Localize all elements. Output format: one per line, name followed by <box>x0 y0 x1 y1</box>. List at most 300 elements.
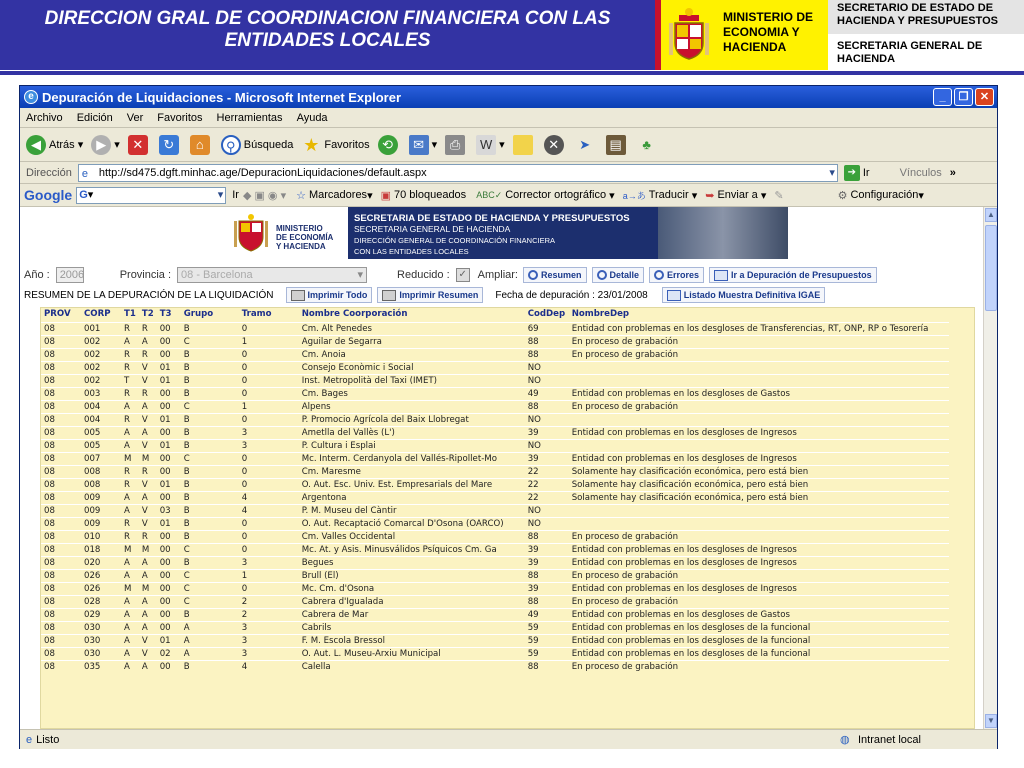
table-cell: En proceso de grabación <box>569 530 949 543</box>
table-cell: 002 <box>81 361 121 374</box>
links-label[interactable]: Vínculos <box>899 166 942 179</box>
table-cell: P. Promocio Agrícola del Baix Llobregat <box>299 413 525 426</box>
table-row <box>41 478 949 491</box>
table-cell: A <box>181 634 239 647</box>
send-dropdown-icon[interactable]: ▾ <box>757 189 767 202</box>
province-label: Provincia : <box>119 269 172 281</box>
table-cell: Solamente hay clasificación económica, pero está bien <box>569 491 949 504</box>
settings-dropdown-icon[interactable]: ▾ <box>918 189 924 202</box>
table-cell: A <box>139 621 157 634</box>
menu-edicion[interactable]: Edición <box>76 111 113 124</box>
table-cell: 028 <box>81 595 121 608</box>
table-cell: A <box>181 621 239 634</box>
table-cell: A <box>121 335 139 348</box>
table-cell: 0 <box>239 465 299 478</box>
bookmarks-dropdown-icon[interactable]: ▾ <box>367 189 373 202</box>
table-cell: B <box>181 348 239 361</box>
table-cell: 00 <box>157 348 181 361</box>
province-dropdown-icon[interactable]: ▾ <box>357 269 364 281</box>
sample-list-label: Listado Muestra Definitiva IGAE <box>683 290 821 300</box>
printer-icon <box>382 290 396 301</box>
errors-button-label: Errores <box>667 270 700 280</box>
table-cell: 08 <box>41 608 81 621</box>
page-icon: e <box>81 167 88 180</box>
search-button[interactable] <box>221 135 294 155</box>
table-row <box>41 348 949 361</box>
table-cell: B <box>181 530 239 543</box>
table-cell: 008 <box>81 478 121 491</box>
table-cell: 00 <box>157 660 181 673</box>
menu-ayuda[interactable]: Ayuda <box>296 111 328 124</box>
table-cell: 00 <box>157 556 181 569</box>
table-cell: 88 <box>525 595 569 608</box>
block-icon: ✕ <box>544 135 564 155</box>
table-cell: R <box>121 517 139 530</box>
spain-crest-icon <box>661 0 717 70</box>
table-cell: 030 <box>81 647 121 660</box>
table-cell: M <box>139 582 157 595</box>
menu-favoritos[interactable]: Favoritos <box>157 111 203 124</box>
table-cell: B <box>181 426 239 439</box>
table-cell: V <box>139 634 157 647</box>
table-cell: 88 <box>525 348 569 361</box>
research-button[interactable] <box>606 135 629 155</box>
spellcheck-button[interactable]: Corrector ortográfico <box>505 189 607 201</box>
table-cell: 01 <box>157 413 181 426</box>
bookmarks-button[interactable]: Marcadores <box>308 189 368 201</box>
column-header: Tramo <box>241 309 272 320</box>
address-input[interactable] <box>78 164 838 182</box>
table-cell: A <box>121 595 139 608</box>
table-cell: 08 <box>41 634 81 647</box>
go-button[interactable] <box>844 165 870 181</box>
banner-ministry-line-1: MINISTERIO <box>276 224 323 233</box>
table-cell: O. Aut. L. Museu-Arxiu Municipal <box>299 647 525 660</box>
table-cell: 001 <box>81 322 121 335</box>
table-cell: 002 <box>81 348 121 361</box>
table-row <box>41 413 949 426</box>
google-g-icon: G <box>79 188 88 201</box>
table-cell: C <box>181 335 239 348</box>
table-cell <box>569 517 949 530</box>
home-icon: ⌂ <box>190 135 210 155</box>
table-row <box>41 595 949 608</box>
table-cell: C <box>181 595 239 608</box>
google-go-button[interactable]: Ir <box>232 189 239 201</box>
table-cell: Inst. Metropolità del Taxi (IMET) <box>299 374 525 387</box>
table-cell: V <box>139 439 157 452</box>
table-cell: 1 <box>239 400 299 413</box>
table-cell: A <box>181 647 239 660</box>
table-cell: A <box>121 621 139 634</box>
print-button[interactable] <box>445 135 468 155</box>
column-header: CodDep <box>527 309 566 320</box>
table-cell: 08 <box>41 621 81 634</box>
page-done-icon: e <box>26 733 33 746</box>
table-cell: 08 <box>41 400 81 413</box>
table-cell: 010 <box>81 530 121 543</box>
table-cell: V <box>139 647 157 660</box>
table-cell: R <box>121 478 139 491</box>
printer-icon <box>291 290 305 301</box>
settings-gear-icon: ⚙ <box>837 189 848 202</box>
google-logo[interactable]: Google <box>24 187 73 203</box>
table-cell: 00 <box>157 491 181 504</box>
table-row <box>41 452 949 465</box>
table-cell: 22 <box>525 478 569 491</box>
table-cell: Consejo Econòmic i Social <box>299 361 525 374</box>
errors-button[interactable] <box>649 267 704 283</box>
table-cell: 08 <box>41 660 81 673</box>
back-button[interactable]: ◀ Atrás ▾ <box>26 135 83 155</box>
table-cell: 018 <box>81 543 121 556</box>
table-cell: Begues <box>299 556 525 569</box>
forward-button[interactable]: ▶ ▾ <box>91 135 120 155</box>
address-label: Dirección <box>26 166 72 179</box>
table-cell <box>569 504 949 517</box>
table-cell: 009 <box>81 491 121 504</box>
refresh-button[interactable] <box>159 135 182 155</box>
window-titlebar <box>20 86 997 108</box>
table-cell: 0 <box>239 530 299 543</box>
table-cell: O. Aut. Esc. Univ. Est. Empresarials del Mare <box>299 478 525 491</box>
table-cell: B <box>181 660 239 673</box>
table-row <box>41 647 949 660</box>
table-cell: R <box>121 530 139 543</box>
table-cell: C <box>181 569 239 582</box>
address-dropdown-icon[interactable]: ▾ <box>829 166 835 179</box>
table-cell: Mc. At. y Asis. Minusválidos Psíquicos Cm. Ga <box>299 543 525 556</box>
menu-archivo[interactable]: Archivo <box>26 111 63 124</box>
table-cell: C <box>181 582 239 595</box>
province-select[interactable] <box>177 267 367 283</box>
table-cell: 08 <box>41 348 81 361</box>
status-bar <box>20 729 997 749</box>
table-cell: 02 <box>157 647 181 660</box>
table-cell: M <box>121 452 139 465</box>
table-cell: 08 <box>41 582 81 595</box>
table-cell: 00 <box>157 608 181 621</box>
table-cell: 00 <box>157 569 181 582</box>
table-cell: 1 <box>239 569 299 582</box>
maximize-button[interactable]: ❐ <box>954 88 973 106</box>
table-cell: 01 <box>157 478 181 491</box>
scroll-down-icon[interactable]: ▼ <box>985 714 997 728</box>
minimize-button[interactable]: _ <box>933 88 952 106</box>
popup-block-icon: ▣ <box>380 189 391 202</box>
stop-button[interactable] <box>128 135 151 155</box>
table-cell: 2 <box>239 595 299 608</box>
list-icon <box>714 270 728 281</box>
google-toolbar <box>20 184 997 207</box>
table-cell: 3 <box>239 426 299 439</box>
word-icon: W <box>476 135 496 155</box>
status-text: Listo <box>36 733 60 746</box>
table-cell: Mc. Interm. Cerdanyola del Vallés-Ripollet-Mo <box>299 452 525 465</box>
highlight-pen-icon[interactable]: ✎ <box>774 189 784 202</box>
table-cell: Cm. Bages <box>299 387 525 400</box>
banner-photo <box>658 207 788 259</box>
table-cell: Entidad con problemas en los desgloses de Ingresos <box>569 452 949 465</box>
printer-icon: ⎙ <box>445 135 465 155</box>
table-cell: Solamente hay clasificación económica, pero está bien <box>569 478 949 491</box>
blocked-popups-button[interactable]: 70 bloqueados <box>394 189 467 201</box>
table-cell: 026 <box>81 582 121 595</box>
translate-button[interactable]: Traducir <box>648 189 689 201</box>
table-cell: 00 <box>157 595 181 608</box>
table-cell: 005 <box>81 439 121 452</box>
table-row <box>41 387 949 400</box>
table-cell: A <box>121 491 139 504</box>
google-extra-icons[interactable]: ◆ ▣ ◉ ▾ <box>242 189 287 202</box>
table-cell: NO <box>525 374 569 387</box>
date-label: Fecha de depuración : 23/01/2008 <box>495 289 648 301</box>
table-cell: V <box>139 413 157 426</box>
table-cell: R <box>121 413 139 426</box>
table-cell: 0 <box>239 348 299 361</box>
table-row <box>41 322 949 335</box>
table-cell: A <box>139 335 157 348</box>
table-cell: A <box>121 660 139 673</box>
scroll-thumb[interactable] <box>985 225 997 311</box>
table-row <box>41 465 949 478</box>
table-cell: 0 <box>239 517 299 530</box>
slide-title: DIRECCION GRAL DE COORDINACION FINANCIERA CON LAS ENTIDADES LOCALES <box>0 0 655 70</box>
table-cell: 01 <box>157 634 181 647</box>
cursor-button[interactable] <box>575 135 598 155</box>
table-cell: 003 <box>81 387 121 400</box>
table-cell: Ametlla del Vallès (L') <box>299 426 525 439</box>
table-cell: 4 <box>239 491 299 504</box>
table-cell: 39 <box>525 426 569 439</box>
table-cell: 0 <box>239 322 299 335</box>
scroll-up-icon[interactable]: ▲ <box>985 208 997 222</box>
search-icon: ⚲ <box>221 135 241 155</box>
reduced-checkbox[interactable]: ✓ <box>456 268 470 282</box>
settings-button[interactable]: Configuración <box>850 189 919 201</box>
goto-budget-label: Ir a Depuración de Presupuestos <box>731 270 872 280</box>
chevron-right-icon[interactable]: » <box>949 166 956 179</box>
mail-button[interactable]: ✉ ▾ <box>409 135 438 155</box>
table-cell: 00 <box>157 465 181 478</box>
table-cell: 00 <box>157 543 181 556</box>
table-cell: R <box>139 465 157 478</box>
table-cell: En proceso de grabación <box>569 595 949 608</box>
table-cell: 030 <box>81 621 121 634</box>
table-cell: 88 <box>525 335 569 348</box>
menu-ver[interactable]: Ver <box>126 111 144 124</box>
table-cell: M <box>139 543 157 556</box>
table-cell: A <box>139 595 157 608</box>
books-icon: ▤ <box>606 135 626 155</box>
table-header-row <box>41 308 949 322</box>
address-bar <box>20 162 997 184</box>
banner-text <box>348 207 658 259</box>
results-table-container <box>40 307 975 729</box>
search-label: Búsqueda <box>243 138 294 151</box>
table-cell: A <box>139 491 157 504</box>
discuss-button[interactable] <box>513 135 536 155</box>
secretary-label-2: SECRETARIA GENERAL DE HACIENDA <box>828 36 1024 70</box>
table-cell: 004 <box>81 400 121 413</box>
summary-button-label: Resumen <box>540 270 582 280</box>
google-search-input[interactable]: G▾ ▾ <box>76 187 226 204</box>
send-to-button[interactable]: Enviar a <box>717 189 758 201</box>
table-cell: B <box>181 517 239 530</box>
print-summary-button[interactable] <box>377 287 483 303</box>
table-cell: R <box>139 348 157 361</box>
table-cell: 00 <box>157 387 181 400</box>
history-icon: ⟲ <box>378 135 398 155</box>
table-cell: 1 <box>239 335 299 348</box>
print-all-button[interactable] <box>286 287 373 303</box>
menu-herramientas[interactable]: Herramientas <box>216 111 283 124</box>
table-cell: A <box>139 426 157 439</box>
table-cell: V <box>139 478 157 491</box>
table-row <box>41 582 949 595</box>
table-cell: 49 <box>525 608 569 621</box>
table-cell: A <box>139 660 157 673</box>
table-cell: B <box>181 478 239 491</box>
table-cell: 08 <box>41 517 81 530</box>
table-cell: 00 <box>157 582 181 595</box>
year-label: Año : <box>24 269 50 281</box>
table-cell: 4 <box>239 660 299 673</box>
table-cell: 3 <box>239 439 299 452</box>
table-cell: 08 <box>41 595 81 608</box>
table-cell: Entidad con problemas en los desgloses de la funcional <box>569 621 949 634</box>
table-cell: 69 <box>525 322 569 335</box>
google-dropdown-icon[interactable]: ▾ <box>217 188 224 201</box>
table-cell: 49 <box>525 387 569 400</box>
favorites-label: Favoritos <box>324 138 370 151</box>
table-cell: 08 <box>41 543 81 556</box>
ie-logo-icon: e <box>24 90 38 104</box>
expand-label: Ampliar: <box>477 269 518 281</box>
table-cell: M <box>139 452 157 465</box>
table-cell: 008 <box>81 465 121 478</box>
table-cell: 026 <box>81 569 121 582</box>
table-cell: 0 <box>239 374 299 387</box>
table-cell: 00 <box>157 322 181 335</box>
table-cell: A <box>121 634 139 647</box>
table-cell: A <box>121 426 139 439</box>
detail-button-label: Detalle <box>609 270 640 280</box>
table-row <box>41 621 949 634</box>
go-label: Ir <box>862 166 870 179</box>
table-cell: 88 <box>525 660 569 673</box>
summary-button[interactable] <box>523 267 587 283</box>
table-cell: C <box>181 543 239 556</box>
table-cell: Entidad con problemas en los desgloses de Gastos <box>569 387 949 400</box>
table-cell: B <box>181 361 239 374</box>
banner-ministry-line-2: DE ECONOMÍA <box>276 233 334 242</box>
table-cell: 030 <box>81 634 121 647</box>
table-cell: V <box>139 361 157 374</box>
table-cell: 029 <box>81 608 121 621</box>
table-cell: 009 <box>81 504 121 517</box>
table-cell: NO <box>525 361 569 374</box>
year-input[interactable]: 2006 <box>56 267 84 283</box>
table-cell: 88 <box>525 569 569 582</box>
table-cell: 0 <box>239 413 299 426</box>
table-cell: NO <box>525 439 569 452</box>
table-cell: Alpens <box>299 400 525 413</box>
table-cell: B <box>181 556 239 569</box>
table-row <box>41 634 949 647</box>
table-cell: 08 <box>41 452 81 465</box>
table-cell: V <box>139 517 157 530</box>
table-cell: 004 <box>81 413 121 426</box>
table-cell: A <box>121 647 139 660</box>
table-cell: A <box>139 569 157 582</box>
table-cell: 59 <box>525 647 569 660</box>
table-cell: 22 <box>525 491 569 504</box>
messenger-icon: ♣ <box>642 136 651 152</box>
forward-arrow-icon: ▶ <box>91 135 111 155</box>
sample-list-button[interactable] <box>662 287 826 303</box>
favorites-button[interactable] <box>301 135 369 155</box>
translate-icon: a→あ <box>622 190 646 201</box>
table-cell: 01 <box>157 361 181 374</box>
table-row <box>41 400 949 413</box>
star-icon: ★ <box>303 134 320 155</box>
table-cell: B <box>181 322 239 335</box>
edit-button[interactable]: W ▾ <box>476 135 505 155</box>
list-icon <box>667 290 681 301</box>
close-button[interactable]: ✕ <box>975 88 994 106</box>
table-cell: Entidad con problemas en los desgloses de la funcional <box>569 647 949 660</box>
table-cell: Entidad con problemas en los desgloses de Ingresos <box>569 556 949 569</box>
table-cell: 00 <box>157 621 181 634</box>
banner-logo-area <box>210 207 348 259</box>
table-cell: T <box>121 374 139 387</box>
history-button[interactable] <box>378 135 401 155</box>
table-cell: P. Cultura i Esplai <box>299 439 525 452</box>
table-cell: R <box>139 387 157 400</box>
table-cell: 3 <box>239 621 299 634</box>
zone-text: Intranet local <box>858 733 921 746</box>
table-cell: A <box>121 504 139 517</box>
column-header: T2 <box>141 309 154 320</box>
table-cell: O. Aut. Recaptació Comarcal D'Osona (OARCO) <box>299 517 525 530</box>
table-row <box>41 660 949 673</box>
bookmark-star-icon: ☆ <box>296 189 306 202</box>
table-cell: A <box>121 608 139 621</box>
cursor-icon: ➤ <box>579 136 591 152</box>
table-cell: 00 <box>157 530 181 543</box>
home-button[interactable] <box>190 135 213 155</box>
detail-button[interactable] <box>592 267 645 283</box>
table-cell: Cm. Alt Penedes <box>299 322 525 335</box>
table-cell: Cabrera de Mar <box>299 608 525 621</box>
table-cell: 88 <box>525 400 569 413</box>
summary-row <box>24 286 983 304</box>
vertical-scrollbar[interactable] <box>983 207 997 729</box>
table-cell <box>569 413 949 426</box>
table-cell: Entidad con problemas en los desgloses de Ingresos <box>569 543 949 556</box>
block-button[interactable] <box>544 135 567 155</box>
table-cell: Entidad con problemas en los desgloses de Transferencias, RT, ONP, RP o Tesorería <box>569 322 949 335</box>
table-cell: Calella <box>299 660 525 673</box>
translate-dropdown-icon[interactable]: ▾ <box>688 189 698 202</box>
table-cell: M <box>121 543 139 556</box>
spellcheck-dropdown-icon[interactable]: ▾ <box>606 189 615 202</box>
messenger-button[interactable] <box>637 135 660 155</box>
table-cell: NO <box>525 413 569 426</box>
goto-budget-button[interactable] <box>709 267 877 283</box>
banner-line-3: DIRECCIÓN GENERAL DE COORDINACIÓN FINANCIERA <box>354 236 555 245</box>
